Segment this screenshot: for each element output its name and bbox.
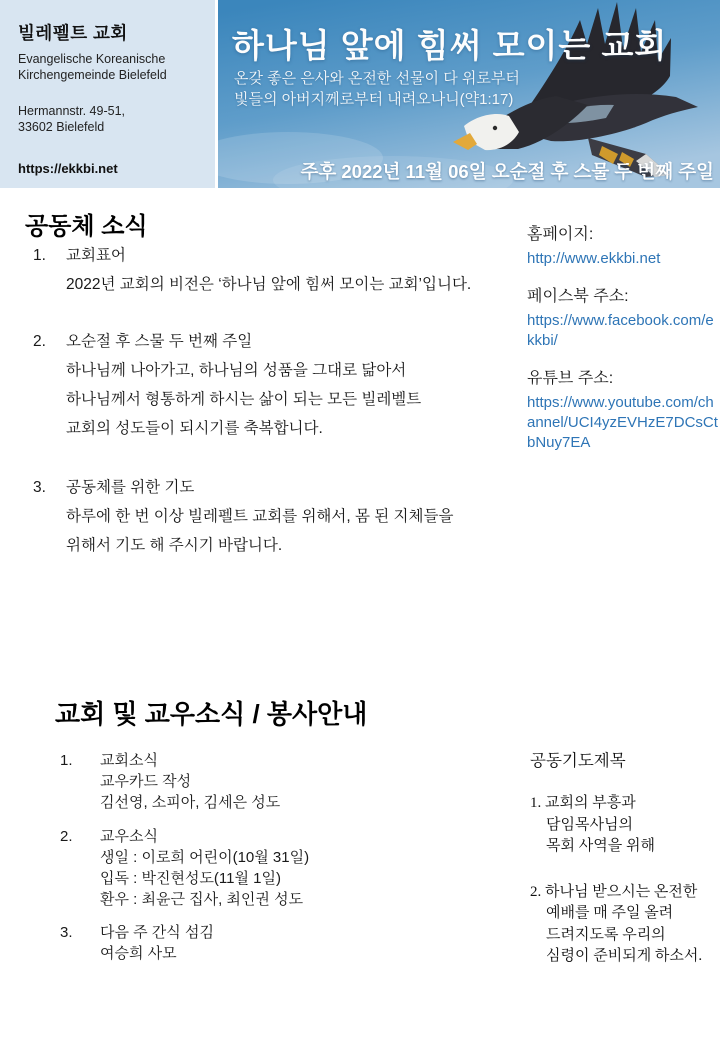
item-line: 입독 : 박진현성도(11월 1일) — [100, 870, 281, 887]
banner-title: 하나님 앞에 힘써 모이는 교회 — [232, 27, 668, 64]
item-line: 환우 : 최윤근 집사, 최인권 성도 — [100, 891, 304, 908]
homepage-label: 홈페이지: — [527, 226, 594, 243]
item-line: 교회소식 — [100, 752, 158, 769]
item-line: 여승희 사모 — [100, 945, 177, 962]
item-number: 3. — [60, 924, 73, 941]
banner-date: 주후 2022년 11월 06일 오순절 후 스물 두 번째 주일 — [300, 161, 714, 182]
item-number: 3. — [33, 479, 46, 496]
links-panel — [527, 224, 719, 453]
item-line: 교우소식 — [100, 828, 158, 845]
item-line: 위해서 기도 해 주시기 바랍니다. — [66, 537, 283, 554]
item-title: 오순절 후 스물 두 번째 주일 — [66, 333, 253, 350]
youtube-label: 유튜브 주소: — [527, 370, 614, 387]
church-address: Hermannstr. 49-51, 33602 Bielefeld — [18, 104, 125, 134]
community-news-item-3 — [33, 473, 513, 560]
youtube-link[interactable]: https://www.youtube.com/channel/UCI4yzEVHzE7DCsCtbNuy7EA — [527, 394, 718, 451]
prayer-item-1: 1. 교회의 부흥과 담임목사님의 목회 사역을 위해 — [530, 795, 655, 854]
item-number: 2. — [33, 333, 46, 350]
item-line: 교우카드 작성 — [100, 773, 192, 790]
item-number: 1. — [33, 247, 46, 264]
item-line: 2022년 교회의 비전은 ‘하나님 앞에 힘써 모이는 교회’입니다. — [66, 276, 472, 293]
banner-subtitle: 온갖 좋은 은사와 온전한 선물이 다 위로부터 빛들의 아버지께로부터 내려오나니(약1:17) — [234, 70, 520, 108]
item-title: 공동체를 위한 기도 — [66, 479, 195, 496]
church-news-item-1 — [60, 750, 490, 813]
prayer-heading: 공동기도제목 — [530, 751, 626, 770]
facebook-link[interactable]: https://www.facebook.com/ekkbi/ — [527, 312, 714, 349]
community-news-item-2 — [33, 327, 513, 443]
item-number: 1. — [60, 752, 73, 769]
item-line: 하루에 한 번 이상 빌레펠트 교회를 위해서, 몸 된 지체들을 — [66, 508, 454, 525]
church-name: 빌레펠트 교회 — [18, 23, 128, 43]
item-title: 교회표어 — [66, 247, 126, 264]
homepage-link[interactable]: http://www.ekkbi.net — [527, 250, 661, 267]
church-name-german: Evangelische Koreanische Kirchengemeinde Bielefeld — [18, 52, 167, 82]
item-line: 김선영, 소피아, 김세은 성도 — [100, 794, 281, 811]
prayer-item-2: 2. 하나님 받으시는 온전한 예배를 매 주일 올려 드려지도록 우리의 심령이 준비되게 하소서. — [530, 883, 703, 964]
community-news-heading: 공동체 소식 — [25, 213, 148, 240]
church-news-item-3 — [60, 922, 490, 964]
prayer-panel — [530, 750, 715, 968]
item-number: 2. — [60, 828, 73, 845]
item-line: 생일 : 이로희 어린이(10월 31일) — [100, 849, 310, 866]
item-line: 다음 주 간식 섬김 — [100, 924, 214, 941]
church-news-item-2 — [60, 826, 490, 910]
item-line: 교회의 성도들이 되시기를 축복합니다. — [66, 420, 323, 437]
item-line: 하나님께 나아가고, 하나님의 성품을 그대로 닮아서 — [66, 362, 407, 379]
item-line: 하나님께서 형통하게 하시는 삶이 되는 모든 빌레벨트 — [66, 391, 422, 408]
facebook-label: 페이스북 주소: — [527, 288, 629, 305]
community-news-item-1 — [33, 241, 513, 299]
header-org-panel — [0, 0, 215, 188]
church-website[interactable]: https://ekkbi.net — [18, 161, 118, 176]
church-news-heading: 교회 및 교우소식 / 봉사안내 — [55, 699, 368, 729]
header-banner — [218, 0, 720, 188]
